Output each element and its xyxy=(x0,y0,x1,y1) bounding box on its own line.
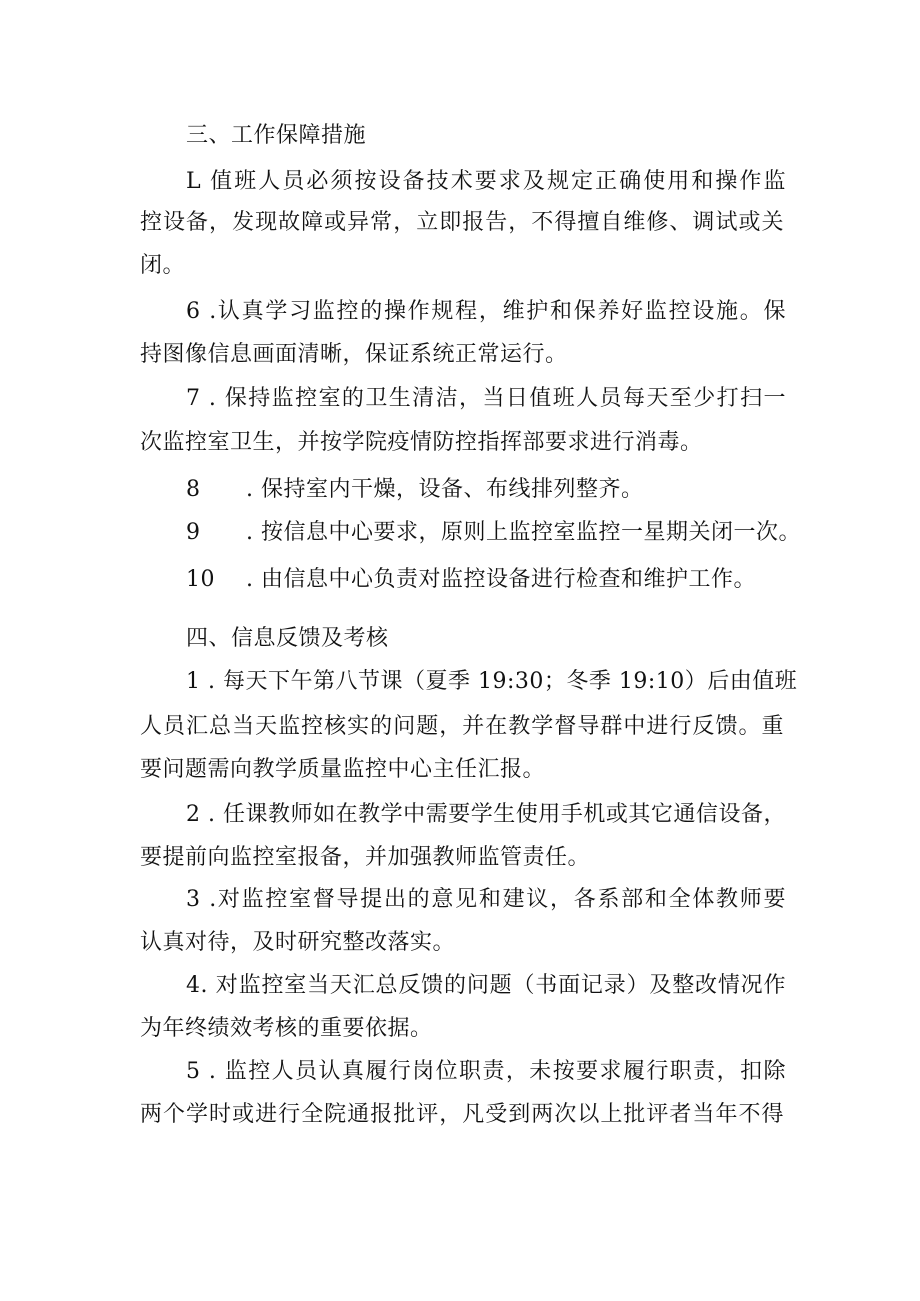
paragraph-line: 认真对待，及时研究整改落实。 xyxy=(140,930,456,955)
paragraph-line: 6 .认真学习监控的操作规程，维护和保养好监控设施。保 xyxy=(186,299,786,324)
paragraph-line: 为年终绩效考核的重要依据。 xyxy=(140,1016,433,1041)
list-item-number: 10 xyxy=(186,567,215,592)
paragraph-line: 7 . 保持监控室的卫生清洁，当日值班人员每天至少打扫一 xyxy=(186,386,786,411)
paragraph-line: 人员汇总当天监控核实的问题，并在教学督导群中进行反馈。重 xyxy=(140,714,784,739)
paragraph-line: 1 . 每天下午第八节课（夏季 19:30；冬季 19:10）后由值班 xyxy=(186,669,798,694)
list-item-text: . 保持室内干燥，设备、布线排列整齐。 xyxy=(246,477,644,502)
paragraph-line: 持图像信息画面清晰，保证系统正常运行。 xyxy=(140,342,568,367)
paragraph-line: 3 .对监控室督导提出的意见和建议，各系部和全体教师要 xyxy=(186,887,786,912)
paragraph-line: 控设备，发现故障或异常，立即报告，不得擅自维修、调试或关 xyxy=(140,210,784,235)
list-item-number: 9 xyxy=(186,520,201,545)
paragraph-line: 要提前向监控室报备，并加强教师监管责任。 xyxy=(140,845,591,870)
paragraph-line: 4. 对监控室当天汇总反馈的问题（书面记录）及整改情况作 xyxy=(186,973,786,998)
paragraph-line: 两个学时或进行全院通报批评，凡受到两次以上批评者当年不得 xyxy=(140,1102,784,1127)
list-item-text: . 由信息中心负责对监控设备进行检查和维护工作。 xyxy=(246,567,756,592)
section-heading: 四、信息反馈及考核 xyxy=(186,626,389,651)
list-item-number: 8 xyxy=(186,477,201,502)
paragraph-line: 5 . 监控人员认真履行岗位职责，未按要求履行职责，扣除 xyxy=(186,1059,786,1084)
paragraph-line: 次监控室卫生，并按学院疫情防控指挥部要求进行消毒。 xyxy=(140,430,703,455)
list-item-text: . 按信息中心要求，原则上监控室监控一星期关闭一次。 xyxy=(246,520,801,545)
paragraph-line: 要问题需向教学质量监控中心主任汇报。 xyxy=(140,757,546,782)
section-heading: 三、工作保障措施 xyxy=(186,123,367,148)
paragraph-line: 2 . 任课教师如在教学中需要学生使用手机或其它通信设备， xyxy=(186,802,786,827)
paragraph-line: 闭。 xyxy=(140,253,186,278)
paragraph-line: L 值班人员必须按设备技术要求及规定正确使用和操作监 xyxy=(186,169,786,194)
